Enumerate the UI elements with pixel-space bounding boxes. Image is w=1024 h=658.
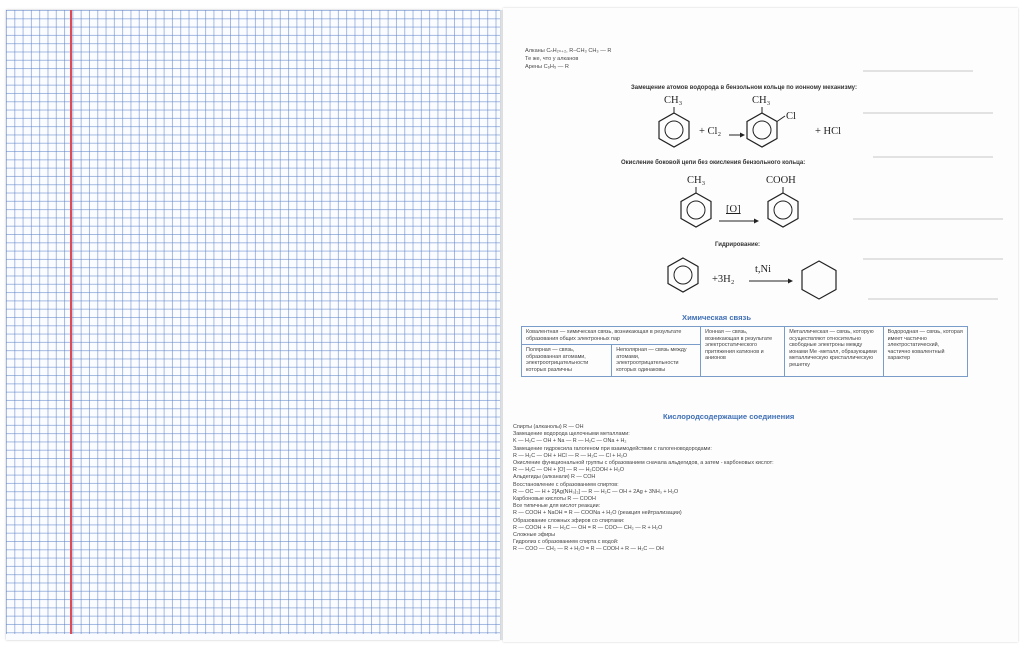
r2-reactant-group: CH₃ [687,175,706,186]
compound-line: Сложные эфиры [513,532,556,539]
section-title-oxygen-compounds: Кислородсодержащие соединения [663,412,795,421]
r2-product-group: COOH [766,175,796,186]
compound-line: Образование сложных эфиров со спиртами: [513,517,625,524]
r2-condition: [O] [726,204,741,215]
heading-hydrogenation: Гидрирование: [715,242,761,248]
compound-line: Восстановление с образованием спиртов: [513,481,619,488]
r1-byproduct: + HCl [815,126,842,137]
compound-line: Все типичные для кислот реакции: [513,503,601,510]
r3-reagent: +3H₂ [712,274,735,285]
compound-line: R — H₂C — OH + [O] — R — H₂COOH + H₂O [513,467,625,474]
compound-line: R — COO — CH₂ — R + H₂O = R — COOH + R — H₂C — OH [513,546,664,553]
compound-line: Гидролиз с образованием спирта с водой: [513,539,619,546]
compound-line: R — COOH + NaOH = R — COONa + H₂O (реакция нейтрализации) [513,510,682,517]
r1-reagent: + Cl₂ [699,126,722,137]
compound-line: Спирты (алканолы) R — OH [513,424,584,430]
benzene-ring-icon [654,107,694,151]
compound-line: K — H₂C — OH + Na — R — H₂C — ONa + H₂ [513,438,627,445]
compound-line: R — H₂C — OH + HCl — R — H₂C — Cl + H₂O [513,452,628,459]
cell-hydrogen: Водородная — связь, которая имеет частично электростатический, частично ковалентный характер [883,327,967,377]
compound-line: R — OC — H + 2[Ag(NH₃)₂] — R — H₂C — OH + 2Ag + 3NH₃ + H₂O [513,488,679,495]
cell-polar: Полярная — связь, образованная атомами, электроотрицательности которых различны [522,345,612,376]
benzene-ring-icon [663,258,703,296]
chemical-bond-table [521,326,968,377]
alkenes-line: Те же, что у алканов [525,56,579,62]
r1-substituent: Cl [786,111,796,122]
cell-covalent: Ковалентная — химическая связь, возникающая в результате образования общих электронных пар [522,327,701,345]
cyclohexane-ring-icon [798,261,840,301]
compound-line: Альдегиды (алканали) R — COH [513,474,596,481]
reaction-arrow-icon [749,278,793,284]
r3-condition: t,Ni [755,264,772,275]
compound-line: Замещение водорода щелочными металлами: [513,431,630,438]
benzoic-acid-ring-icon [763,187,803,231]
heading-oxidation: Окисление боковой цепи без окисления бензольного кольца: [621,160,806,166]
oxygen-compounds-list [513,424,774,554]
reaction-arrow-icon [719,218,759,224]
arenes-line: Арены C₆H₅ — R [525,64,569,70]
red-margin-line [70,10,72,640]
cell-nonpolar: Неполярная — связь между атомами, электроотрицательности которых одинаковы [612,345,701,376]
heading-substitution: Замещение атомов водорода в бензольном кольце по ионному механизму: [631,85,857,91]
cell-metallic: Металлическая — связь, которую осуществляют относительно свободные электроны между ионами Ме -металл, образующими металлическую кристаллическую решетку [785,327,883,377]
alkanes-line: Алканы CₙH₂ₙ₊₂, R–CH₃ CH₃ — R [525,48,612,54]
grid-notebook-page [6,10,500,640]
compound-line: R — COOH + R — H₂C — OH = R — COO— CH₂ — R + H₂O [513,524,663,531]
compound-line: Замещение гидроксила галогеном при взаимодействии с галогеноводородами: [513,445,712,452]
r1-product-group: CH₃ [752,95,771,106]
r1-reactant-group: CH₃ [664,95,683,106]
compound-line: Окисление функциональной группы с образованием сначала альдегидов, а затем - карбоновых кислот: [513,460,774,467]
compound-line: Карбоновые кислоты R — COOH [513,496,596,503]
printed-reference-page [503,8,1018,642]
toluene-ring-icon [676,187,716,231]
cell-ionic: Ионная — связь, возникающая в результате электростатического притяжения катионов и анионов [701,327,785,377]
section-title-chemical-bond: Химическая связь [682,313,752,322]
